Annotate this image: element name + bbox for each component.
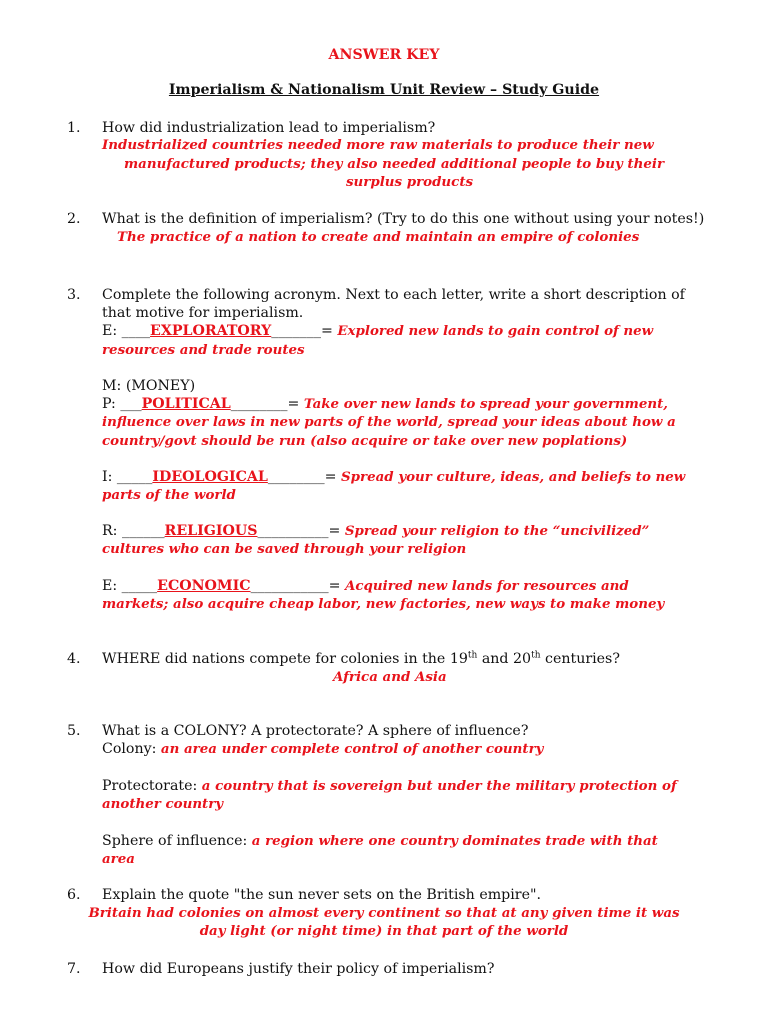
q4-number: 4. xyxy=(67,651,81,667)
acronym-e2-word: ECONOMIC xyxy=(157,578,251,594)
q7-question: How did Europeans justify their policy of imperialism? xyxy=(102,961,495,977)
acronym-i-word: IDEOLOGICAL xyxy=(152,469,268,485)
q1-answer-line-3: surplus products xyxy=(346,174,474,190)
colony-line: Colony: an area under complete control of another country xyxy=(102,741,544,757)
acronym-i-answer: Spread your culture, ideas, and beliefs to new xyxy=(341,469,686,485)
q7-number: 7. xyxy=(67,961,81,977)
acronym-e2-answer-line-2: markets; also acquire cheap labor, new factories, new ways to make money xyxy=(102,596,665,612)
acronym-e1-answer-line-2: resources and trade routes xyxy=(102,342,305,358)
acronym-i-answer-line-2: parts of the world xyxy=(102,487,236,503)
q4-question: WHERE did nations compete for colonies in the 19th and 20th centuries? xyxy=(102,650,620,667)
q2-question: What is the definition of imperialism? (Try to do this one without using your notes!) xyxy=(102,211,705,227)
protectorate-answer-line-2: another country xyxy=(102,796,224,812)
sphere-line: Sphere of influence: a region where one country dominates trade with that xyxy=(102,833,658,849)
q1-number: 1. xyxy=(67,120,81,136)
answer-key-heading: ANSWER KEY xyxy=(328,47,440,63)
q3-question-line-1: Complete the following acronym. Next to each letter, write a short description of xyxy=(102,287,685,303)
protectorate-line: Protectorate: a country that is sovereign but under the military protection of xyxy=(102,778,677,794)
acronym-e2-line: E: _____ECONOMIC___________= Acquired new lands for resources and xyxy=(102,578,629,594)
acronym-r-answer-line-2: cultures who can be saved through your religion xyxy=(102,541,467,557)
acronym-p-word: POLITICAL xyxy=(141,396,231,412)
acronym-e1-answer: Explored new lands to gain control of new xyxy=(337,323,654,339)
q2-answer: The practice of a nation to create and maintain an empire of colonies xyxy=(117,229,640,245)
q2-number: 2. xyxy=(67,211,81,227)
protectorate-answer: a country that is sovereign but under the military protection of xyxy=(201,778,677,794)
q3-question-line-2: that motive for imperialism. xyxy=(102,305,304,321)
acronym-r-answer: Spread your religion to the “uncivilized” xyxy=(344,523,650,539)
acronym-p-answer-line-3: country/govt should be run (also acquire or take over new poplations) xyxy=(102,433,628,449)
q6-question: Explain the quote "the sun never sets on the British empire". xyxy=(102,887,542,903)
page-title: Imperialism & Nationalism Unit Review – Study Guide xyxy=(168,82,600,98)
sphere-answer: a region where one country dominates trade with that xyxy=(251,833,658,849)
acronym-e1-line: E: ____EXPLORATORY_______= Explored new lands to gain control of new xyxy=(102,323,654,339)
q6-answer-line-2: day light (or night time) in that part of the world xyxy=(199,923,569,939)
acronym-i-line: I: _____IDEOLOGICAL________= Spread your culture, ideas, and beliefs to new xyxy=(102,469,686,485)
q5-question: What is a COLONY? A protectorate? A sphere of influence? xyxy=(102,723,529,739)
acronym-m-line: M: (MONEY) xyxy=(102,378,196,394)
acronym-r-line: R: ______RELIGIOUS__________= Spread your religion to the “uncivilized” xyxy=(102,523,650,539)
q3-number: 3. xyxy=(67,287,81,303)
q6-number: 6. xyxy=(67,887,81,903)
acronym-e1-word: EXPLORATORY xyxy=(150,323,272,339)
acronym-r-word: RELIGIOUS xyxy=(164,523,258,539)
acronym-p-answer-line-2: influence over laws in new parts of the world, spread your ideas about how a xyxy=(102,414,676,430)
q4-answer: Africa and Asia xyxy=(333,669,447,685)
q6-answer-line-1: Britain had colonies on almost every continent so that at any given time it was xyxy=(88,905,680,921)
acronym-p-line: P: ___POLITICAL________= Take over new lands to spread your government, xyxy=(102,396,668,412)
colony-answer: an area under complete control of another country xyxy=(160,741,544,757)
acronym-e2-answer: Acquired new lands for resources and xyxy=(345,578,629,594)
q1-question: How did industrialization lead to imperialism? xyxy=(102,120,436,136)
sphere-answer-line-2: area xyxy=(102,851,135,867)
acronym-p-answer: Take over new lands to spread your government, xyxy=(303,396,668,412)
q5-number: 5. xyxy=(67,723,81,739)
q1-answer-line-2: manufactured products; they also needed additional people to buy their xyxy=(124,156,665,172)
q1-answer-line-1: Industrialized countries needed more raw materials to produce their new xyxy=(102,137,654,153)
